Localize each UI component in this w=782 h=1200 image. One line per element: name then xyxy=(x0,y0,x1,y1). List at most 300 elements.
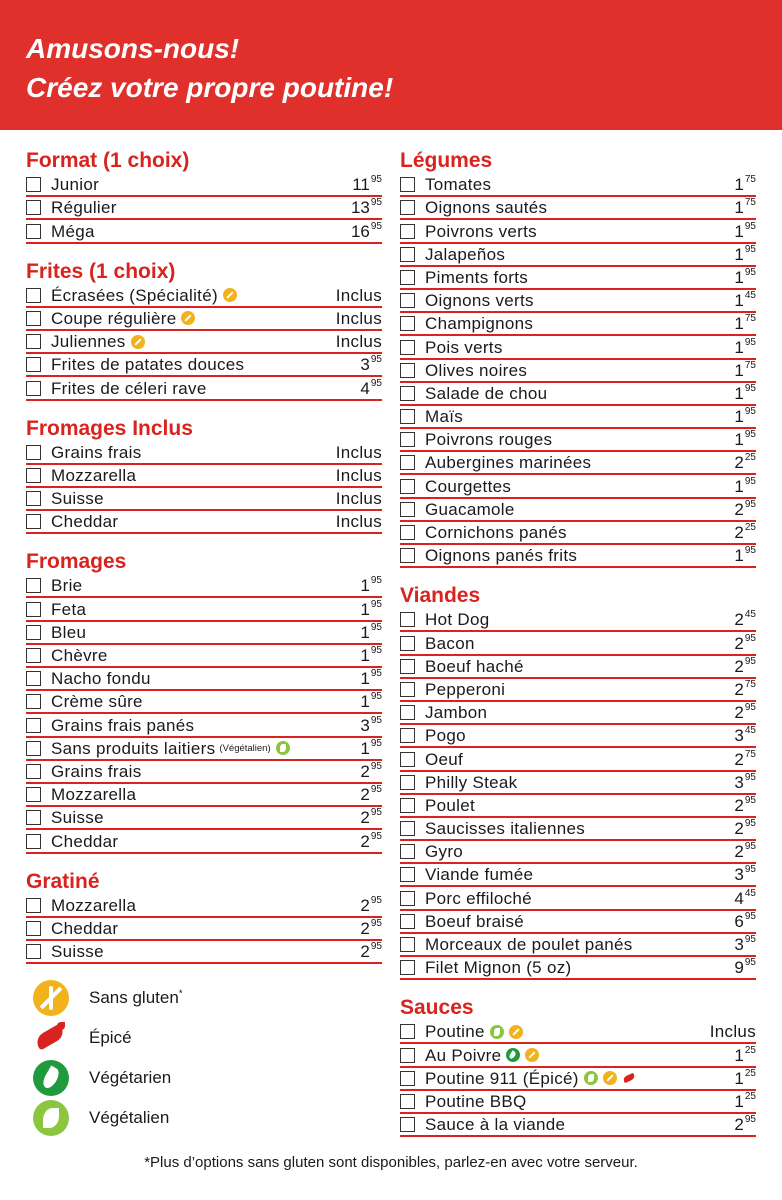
price-cents: 95 xyxy=(370,691,382,703)
menu-item-row[interactable] xyxy=(26,941,382,964)
item-name-text: Philly Steak xyxy=(425,772,518,792)
item-price xyxy=(734,407,756,426)
legend-label xyxy=(89,988,183,1008)
item-name xyxy=(425,1046,539,1065)
price-dollars: 2 xyxy=(360,808,370,828)
item-price: Inclus xyxy=(709,1022,756,1042)
item-price xyxy=(360,669,382,688)
menu-item-row[interactable] xyxy=(400,679,756,702)
menu-item-row[interactable] xyxy=(400,429,756,452)
checkbox[interactable] xyxy=(26,741,41,756)
item-price xyxy=(360,600,382,619)
item-name-text: Juliennes xyxy=(51,332,126,352)
checkbox[interactable] xyxy=(400,247,415,262)
menu-item-row[interactable] xyxy=(400,174,756,197)
menu-item-row[interactable] xyxy=(400,818,756,841)
price-dollars: 2 xyxy=(734,1115,744,1135)
menu-item-row[interactable] xyxy=(26,174,382,197)
checkbox[interactable] xyxy=(400,479,415,494)
section-title: Fromages Inclus xyxy=(26,416,193,440)
menu-item-row[interactable] xyxy=(26,197,382,220)
checkbox[interactable] xyxy=(26,311,41,326)
item-name xyxy=(425,314,533,333)
checkbox[interactable] xyxy=(26,648,41,663)
menu-item-row[interactable] xyxy=(400,795,756,818)
item-price xyxy=(360,919,382,938)
item-name-text: Cheddar xyxy=(51,831,119,851)
price-dollars: 2 xyxy=(734,749,744,769)
checkbox[interactable] xyxy=(26,224,41,239)
item-name-text: Viande fumée xyxy=(425,865,534,885)
menu-item-row[interactable] xyxy=(400,197,756,220)
price-cents: 95 xyxy=(744,336,756,348)
item-price xyxy=(734,773,756,792)
menu-item-row[interactable] xyxy=(400,475,756,498)
menu-item-row[interactable] xyxy=(400,1044,756,1067)
item-name xyxy=(51,489,104,508)
item-name xyxy=(51,692,143,711)
item-name xyxy=(51,466,136,485)
price-dollars: 9 xyxy=(734,958,744,978)
price-dollars: 1 xyxy=(360,646,370,665)
item-name-text: Suisse xyxy=(51,942,104,962)
item-name xyxy=(425,384,547,403)
vegetarien-icon xyxy=(33,1060,69,1096)
checkbox[interactable] xyxy=(26,921,41,936)
item-name-text: Frites de patates douces xyxy=(51,355,245,375)
checkbox[interactable] xyxy=(400,612,415,627)
price-dollars: 2 xyxy=(734,795,744,815)
checkbox[interactable] xyxy=(26,625,41,640)
item-name-text: Sans produits laitiers xyxy=(51,738,216,758)
item-name xyxy=(425,610,489,629)
section-title: Viandes xyxy=(400,584,481,608)
item-name-text: Oignons sautés xyxy=(425,198,548,218)
item-name xyxy=(425,865,533,884)
item-name-text: Cornichons panés xyxy=(425,523,567,542)
price-dollars: 2 xyxy=(734,656,744,676)
menu-item-row[interactable] xyxy=(400,609,756,632)
item-name xyxy=(51,332,145,351)
item-name-text: Mozzarella xyxy=(51,785,137,805)
checkbox[interactable] xyxy=(400,525,415,540)
checkbox[interactable] xyxy=(400,386,415,401)
item-name-text: Cheddar xyxy=(51,512,119,532)
menu-item-row[interactable] xyxy=(400,244,756,267)
item-price xyxy=(734,1115,756,1134)
menu-item-row[interactable] xyxy=(400,702,756,725)
checkbox[interactable] xyxy=(26,787,41,802)
price-cents: 95 xyxy=(370,760,382,772)
price-dollars: 1 xyxy=(734,267,744,287)
item-name xyxy=(51,716,194,735)
legend-item-vegetarien xyxy=(33,1058,373,1098)
item-name xyxy=(425,1092,527,1111)
menu-item-row[interactable] xyxy=(26,308,382,331)
price-cents: 95 xyxy=(370,941,382,953)
legend-label-text: Épicé xyxy=(89,1028,132,1047)
menu-item-row[interactable] xyxy=(26,622,382,645)
price-dollars: 4 xyxy=(734,888,744,908)
item-name-text: Olives noires xyxy=(425,360,528,380)
item-price xyxy=(360,942,382,961)
menu-item-row[interactable] xyxy=(400,841,756,864)
price-cents: 75 xyxy=(744,359,756,371)
checkbox[interactable] xyxy=(400,960,415,975)
item-name-text: Au Poivre xyxy=(425,1045,502,1065)
item-name-text: Mozzarella xyxy=(51,465,137,485)
menu-item-row[interactable] xyxy=(26,645,382,668)
checkbox[interactable] xyxy=(26,514,41,529)
checkbox[interactable] xyxy=(400,409,415,424)
price-cents: 25 xyxy=(744,1090,756,1102)
menu-item-row[interactable] xyxy=(400,383,756,406)
checkbox[interactable] xyxy=(26,694,41,709)
item-name-text: Feta xyxy=(51,599,87,619)
price-dollars: 3 xyxy=(360,355,370,375)
checkbox[interactable] xyxy=(26,468,41,483)
checkbox[interactable] xyxy=(400,1048,415,1063)
price-dollars: 2 xyxy=(734,633,744,653)
checkbox[interactable] xyxy=(26,177,41,192)
gluten-icon xyxy=(33,980,69,1016)
checkbox[interactable] xyxy=(400,682,415,697)
checkbox[interactable] xyxy=(400,363,415,378)
item-price xyxy=(734,750,756,769)
header-title-line-2: Créez votre propre poutine! xyxy=(26,72,394,103)
checkbox[interactable] xyxy=(400,502,415,517)
item-price xyxy=(734,1092,756,1111)
price-cents: 95 xyxy=(370,598,382,610)
item-name-text: Bleu xyxy=(51,622,87,642)
item-name xyxy=(425,912,524,931)
menu-item-row[interactable] xyxy=(400,336,756,359)
item-price: Inclus xyxy=(335,512,382,532)
item-name-text: Poutine 911 (Épicé) xyxy=(425,1068,579,1088)
item-price xyxy=(734,796,756,815)
item-name xyxy=(425,361,527,380)
item-price xyxy=(734,726,756,745)
price-cents: 45 xyxy=(744,887,756,899)
item-name-text: Pepperoni xyxy=(425,679,506,699)
item-name-text: Oignons verts xyxy=(425,291,534,311)
price-cents: 75 xyxy=(744,313,756,325)
price-cents: 95 xyxy=(744,957,756,969)
header-banner xyxy=(0,0,782,130)
menu-item-row[interactable] xyxy=(26,895,382,918)
checkbox[interactable] xyxy=(400,705,415,720)
item-name xyxy=(51,919,118,938)
price-cents: 95 xyxy=(370,197,382,209)
legend-item-gluten xyxy=(33,978,373,1018)
menu-item-row[interactable] xyxy=(400,1068,756,1091)
checkbox[interactable] xyxy=(26,381,41,396)
menu-item-row[interactable] xyxy=(26,807,382,830)
checkbox[interactable] xyxy=(26,602,41,617)
price-dollars: 2 xyxy=(734,523,744,542)
price-cents: 95 xyxy=(370,784,382,796)
section-title: Gratiné xyxy=(26,869,100,893)
checkbox[interactable] xyxy=(400,224,415,239)
checkbox[interactable] xyxy=(26,578,41,593)
item-name xyxy=(425,291,534,310)
price-cents: 95 xyxy=(370,714,382,726)
item-name-text: Salade de chou xyxy=(425,383,548,403)
checkbox[interactable] xyxy=(26,810,41,825)
menu-item-row[interactable] xyxy=(400,220,756,243)
item-name-text: Nacho fondu xyxy=(51,669,151,689)
menu-item-row[interactable] xyxy=(26,761,382,784)
menu-item-row[interactable] xyxy=(400,522,756,545)
checkbox[interactable] xyxy=(26,671,41,686)
section-title: Fromages xyxy=(26,550,127,574)
item-price xyxy=(734,657,756,676)
item-name-text: Bacon xyxy=(425,633,475,653)
checkbox[interactable] xyxy=(400,891,415,906)
item-name-text: Grains frais panés xyxy=(51,715,195,735)
checkbox[interactable] xyxy=(400,844,415,859)
menu-item-row[interactable] xyxy=(26,738,382,761)
menu-section-frites-1-choix xyxy=(26,258,382,401)
menu-section-legumes xyxy=(400,147,756,568)
menu-item-row[interactable] xyxy=(400,499,756,522)
item-name xyxy=(425,222,537,241)
menu-item-row[interactable] xyxy=(400,406,756,429)
price-cents: 95 xyxy=(744,243,756,255)
checkbox[interactable] xyxy=(26,445,41,460)
checkbox[interactable] xyxy=(400,798,415,813)
menu-item-row[interactable] xyxy=(26,598,382,621)
item-price xyxy=(734,314,756,333)
price-dollars: 1 xyxy=(360,738,370,758)
item-name xyxy=(51,669,151,688)
menu-item-row[interactable] xyxy=(26,465,382,488)
menu-item-row[interactable] xyxy=(400,911,756,934)
price-cents: 95 xyxy=(370,354,382,366)
menu-item-row[interactable] xyxy=(26,220,382,243)
checkbox[interactable] xyxy=(400,775,415,790)
vegetalien-icon xyxy=(584,1071,598,1085)
checkbox[interactable] xyxy=(400,455,415,470)
item-price xyxy=(360,692,382,711)
item-name xyxy=(51,762,142,781)
item-price: Inclus xyxy=(335,308,382,328)
menu-item-row[interactable] xyxy=(400,748,756,771)
item-name-text: Coupe régulière xyxy=(51,308,177,328)
vegetalien-icon xyxy=(276,741,290,755)
price-cents: 95 xyxy=(744,1114,756,1126)
item-price xyxy=(734,222,756,241)
checkbox[interactable] xyxy=(400,1071,415,1086)
menu-item-row[interactable] xyxy=(400,313,756,336)
price-dollars: 2 xyxy=(734,679,744,699)
checkbox[interactable] xyxy=(400,200,415,215)
checkbox[interactable] xyxy=(26,200,41,215)
item-price xyxy=(734,912,756,931)
checkbox[interactable] xyxy=(400,432,415,447)
legend-label xyxy=(89,1068,171,1088)
checkbox[interactable] xyxy=(26,764,41,779)
item-price xyxy=(734,361,756,380)
price-dollars: 1 xyxy=(734,476,744,496)
price-dollars: 2 xyxy=(360,895,370,915)
menu-item-row[interactable] xyxy=(26,830,382,853)
item-name xyxy=(51,443,142,462)
item-name xyxy=(51,896,136,915)
epice-icon xyxy=(33,1020,69,1056)
checkbox[interactable] xyxy=(400,293,415,308)
menu-item-row[interactable] xyxy=(26,354,382,377)
item-name-text: Crème sûre xyxy=(51,692,143,712)
price-cents: 95 xyxy=(370,807,382,819)
item-name-text: Grains frais xyxy=(51,442,142,462)
checkbox[interactable] xyxy=(400,340,415,355)
item-name xyxy=(425,1069,636,1088)
checkbox[interactable] xyxy=(26,334,41,349)
legend-item-vegetalien xyxy=(33,1098,373,1138)
menu-item-row[interactable] xyxy=(400,1021,756,1044)
checkbox[interactable] xyxy=(400,177,415,192)
menu-item-row[interactable] xyxy=(26,377,382,400)
checkbox[interactable] xyxy=(400,937,415,952)
checkbox[interactable] xyxy=(26,944,41,959)
menu-item-row[interactable] xyxy=(400,1091,756,1114)
checkbox[interactable] xyxy=(400,316,415,331)
menu-item-row[interactable] xyxy=(26,511,382,534)
item-name-text: Courgettes xyxy=(425,476,512,496)
item-name xyxy=(51,600,86,619)
item-name xyxy=(425,477,511,496)
checkbox[interactable] xyxy=(26,718,41,733)
price-dollars: 2 xyxy=(734,610,744,630)
menu-item-row[interactable] xyxy=(400,632,756,655)
checkbox[interactable] xyxy=(26,357,41,372)
menu-item-row[interactable] xyxy=(400,360,756,383)
menu-item-row[interactable] xyxy=(400,957,756,980)
menu-item-row[interactable] xyxy=(26,442,382,465)
price-dollars: 16 xyxy=(350,221,370,241)
checkbox[interactable] xyxy=(400,867,415,882)
legend-label-text: Végétarien xyxy=(89,1068,172,1087)
price-dollars: 1 xyxy=(734,291,744,311)
legend-label xyxy=(89,1028,132,1048)
price-cents: 95 xyxy=(744,910,756,922)
item-name-text: Poivrons verts xyxy=(425,221,537,241)
checkbox[interactable] xyxy=(400,821,415,836)
checkbox[interactable] xyxy=(400,548,415,563)
item-name xyxy=(425,889,532,908)
checkbox[interactable] xyxy=(400,914,415,929)
checkbox[interactable] xyxy=(400,728,415,743)
price-dollars: 3 xyxy=(734,726,744,746)
menu-item-row[interactable] xyxy=(26,714,382,737)
item-price xyxy=(360,716,382,735)
item-name xyxy=(425,523,567,542)
menu-item-row[interactable] xyxy=(26,691,382,714)
menu-item-row[interactable] xyxy=(26,918,382,941)
menu-section-viandes xyxy=(400,582,756,980)
item-name-text: Suisse xyxy=(51,808,104,828)
menu-item-row[interactable] xyxy=(26,331,382,354)
item-price xyxy=(734,1069,756,1088)
item-name-text: Morceaux de poulet panés xyxy=(425,935,633,954)
checkbox[interactable] xyxy=(400,636,415,651)
menu-item-row[interactable] xyxy=(400,887,756,910)
legend-label-text: Sans gluten xyxy=(89,988,179,1007)
checkbox[interactable] xyxy=(26,898,41,913)
menu-item-row[interactable] xyxy=(26,784,382,807)
item-price xyxy=(734,175,756,194)
menu-item-row[interactable] xyxy=(400,267,756,290)
item-price xyxy=(734,430,756,449)
item-price xyxy=(734,680,756,699)
menu-item-row[interactable] xyxy=(400,772,756,795)
item-name-text: Guacamole xyxy=(425,499,515,519)
checkbox[interactable] xyxy=(400,752,415,767)
price-dollars: 1 xyxy=(734,1091,744,1111)
menu-item-row[interactable] xyxy=(400,934,756,957)
item-name xyxy=(51,309,195,328)
menu-item-row[interactable] xyxy=(400,452,756,475)
item-price: Inclus xyxy=(335,332,382,352)
item-name-text: Tomates xyxy=(425,175,492,195)
item-name xyxy=(51,832,118,851)
checkbox[interactable] xyxy=(400,270,415,285)
price-dollars: 2 xyxy=(360,918,370,938)
price-dollars: 1 xyxy=(734,314,744,334)
price-cents: 75 xyxy=(744,174,756,186)
gluten-icon xyxy=(181,311,195,325)
checkbox[interactable] xyxy=(26,834,41,849)
item-price xyxy=(734,291,756,310)
menu-item-row[interactable] xyxy=(400,290,756,313)
item-name xyxy=(425,935,633,954)
menu-item-row[interactable] xyxy=(26,668,382,691)
checkbox[interactable] xyxy=(400,659,415,674)
price-dollars: 1 xyxy=(360,576,370,596)
item-name-text: Méga xyxy=(51,221,95,241)
price-dollars: 1 xyxy=(734,221,744,241)
price-dollars: 2 xyxy=(734,703,744,723)
menu-item-row[interactable] xyxy=(26,575,382,598)
vegetarien-icon xyxy=(506,1048,520,1062)
menu-item-row[interactable] xyxy=(400,656,756,679)
item-name xyxy=(425,338,503,357)
menu-item-row[interactable] xyxy=(400,864,756,887)
item-name-text: Oignons panés frits xyxy=(425,546,578,566)
item-price xyxy=(360,739,382,758)
item-name xyxy=(51,286,237,305)
menu-item-row[interactable] xyxy=(400,545,756,568)
checkbox[interactable] xyxy=(26,491,41,506)
menu-item-row[interactable] xyxy=(26,285,382,308)
checkbox[interactable] xyxy=(400,1117,415,1132)
item-price xyxy=(734,198,756,217)
item-name-text: Champignons xyxy=(425,314,534,334)
menu-item-row[interactable] xyxy=(26,488,382,511)
menu-item-row[interactable] xyxy=(400,1114,756,1137)
gluten-icon xyxy=(131,335,145,349)
item-name xyxy=(425,1115,565,1134)
price-cents: 95 xyxy=(744,632,756,644)
gluten-icon xyxy=(525,1048,539,1062)
checkbox[interactable] xyxy=(400,1094,415,1109)
menu-item-row[interactable] xyxy=(400,725,756,748)
checkbox[interactable] xyxy=(400,1024,415,1039)
price-cents: 95 xyxy=(744,220,756,232)
price-dollars: 1 xyxy=(734,244,744,264)
checkbox[interactable] xyxy=(26,288,41,303)
